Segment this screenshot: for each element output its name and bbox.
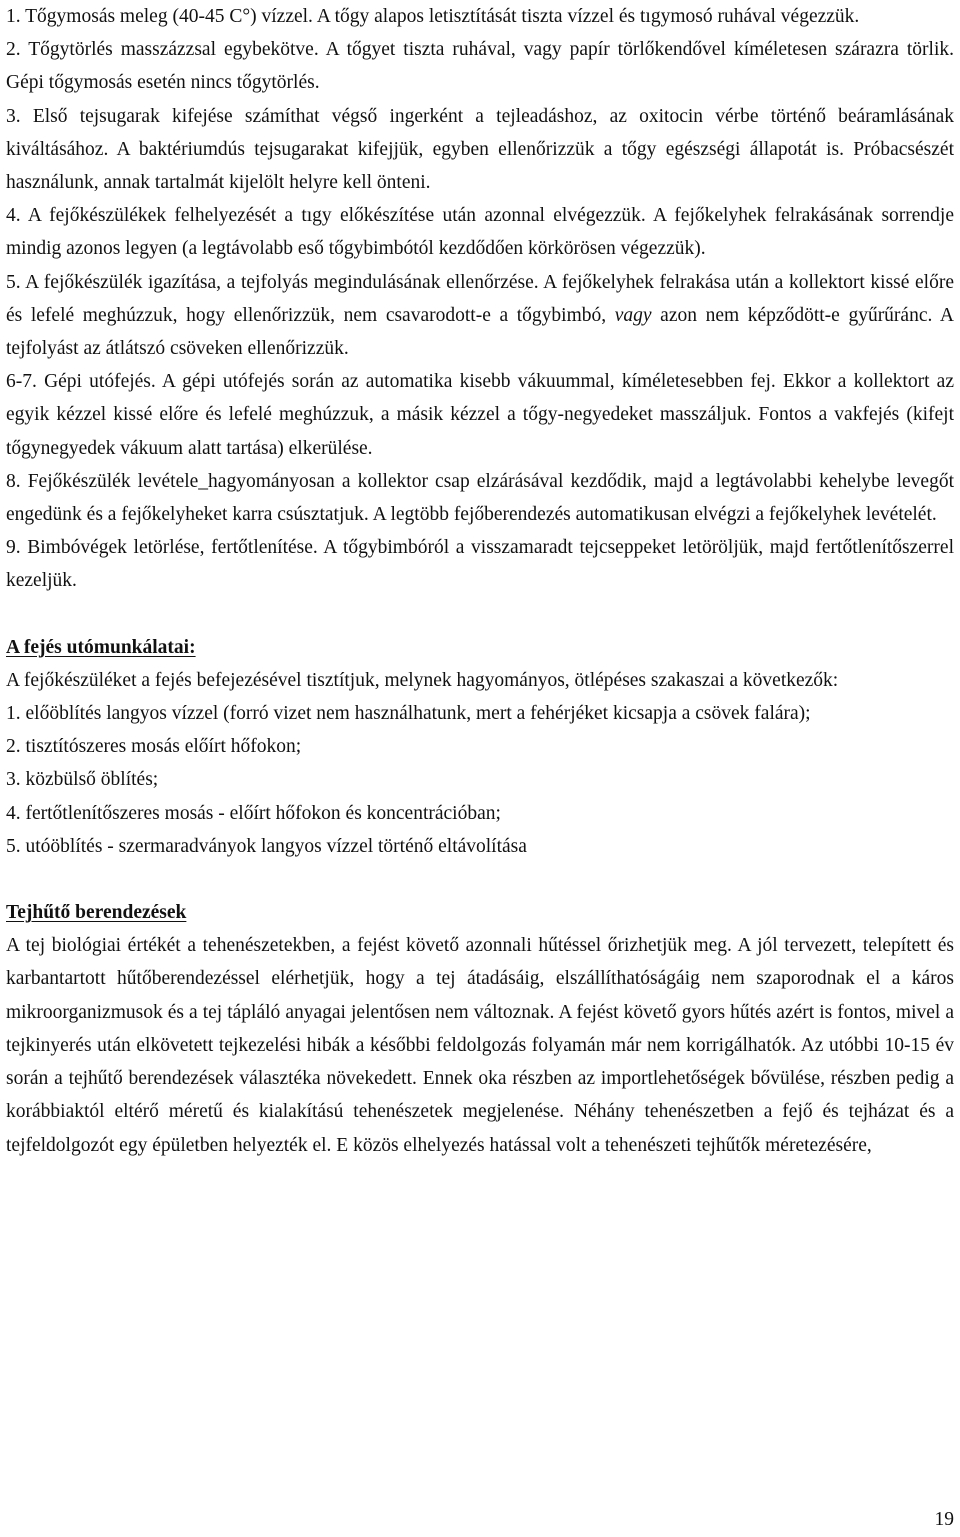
after-milking-heading: A fejés utómunkálatai: xyxy=(6,636,196,658)
step-5-italic: vagy xyxy=(614,304,652,326)
step-4: 4. A fejőkészülékek felhelyezését a tıgy előkészítése után azonnal elvégezzük. A fejőkelyhek felrakásának sorrendje mindig azonos legyen (a legtávolabb eső tőgybimbótól kezdődően körkörösen végezzük). xyxy=(6,205,954,260)
cleaning-step-5: 5. utóöblítés - szermaradványok langyos vízzel történő eltávolítása xyxy=(6,835,527,857)
spacer xyxy=(6,598,954,631)
step-9: 9. Bimbóvégek letörlése, fertőtlenítése. A tőgybimbóról a visszamaradt tejcseppeket letöröljük, majd fertőtlenítőszerrel kezeljük. xyxy=(6,537,954,592)
after-milking-intro: A fejőkészüléket a fejés befejezésével tisztítjuk, melynek hagyományos, ötlépéses szakaszai a következők: xyxy=(6,669,839,691)
cleaning-step-4: 4. fertőtlenítőszeres mosás - előírt hőfokon és koncentrációban; xyxy=(6,802,501,824)
step-1: 1. Tőgymosás meleg (40-45 C°) vízzel. A tőgy alapos letisztítását tiszta vízzel és tıgymosó ruhával végezzük. xyxy=(6,6,860,27)
document-page xyxy=(6,0,954,1162)
cleaning-step-1: 1. előöblítés langyos vízzel (forró vizet nem használhatunk, mert a fehérjéket kicsapja a csövek falára); xyxy=(6,703,811,725)
step-8: 8. Fejőkészülék levétele_hagyományosan a kollektor csap elzárásával kezdődik, majd a legtávolabbi kehelybe levegőt engedünk és a fejőkelyheket karra csúsztatjuk. A legtöbb fejőberendezés automatikusan elvégzi a fejőkelyhek levételét. xyxy=(6,470,954,526)
page-number: 19 xyxy=(934,1509,954,1530)
cleaning-step-2: 2. tisztítószeres mosás előírt hőfokon; xyxy=(6,736,302,758)
step-3: 3. Első tejsugarak kifejése számíthat végső ingerként a tejleadáshoz, az oxitocin vérbe történő beáramlásának kiváltásához. A baktériumdús tejsugarakat kifejjük, egyben ellenőrizzük a tőgy egészségi állapotát is. Próbacsészét használunk, annak tartalmát kijelölt helyre kell önteni. xyxy=(6,105,954,194)
cooling-heading: Tejhűtő berendezések xyxy=(6,902,187,924)
cooling-body: A tej biológiai értékét a tehenészetekben, a fejést követő azonnali hűtéssel őrizhetjük meg. A jól tervezett, telepített és karbantartott hűtőberendezéssel elérhetjük, hogy a tej átadásáig, elszállíthatóságáig nem szaporodnak el a káros mikroorganizmusok és a tej tápláló anyagai jelentősen nem változnak. A fejést követő gyors hűtés azért is fontos, mivel a tejkinyerés után elkövetett tejkezelési hibák a későbbi feldolgozás folyamán már nem korrigálhatók. Az utóbbi 10-15 év során a tejhűtő berendezések választéka növekedett. Ennek oka részben az importlehetőségek bővülése, részben pedig a korábbiaktól eltérő méretű és kialakítású tehenészetek megjelenése. Néhány tehenészetben a fejő és tejházat és a tejfeldolgozót egy épületben helyezték el. E közös elhelyezés hatással volt a tehenészeti tejhűtők méretezésére, xyxy=(6,935,954,1156)
cleaning-step-3: 3. közbülső öblítés; xyxy=(6,769,159,791)
step-6-7: 6-7. Gépi utófejés. A gépi utófejés során az automatika kisebb vákuummal, kíméletesebben fej. Ekkor a kollektort az egyik kézzel kissé előre és lefelé meghúzzuk, a másik kézzel a tőgy-negyedeket masszáljuk. Fontos a vakfejés (kifejt tőgynegyedek vákuum alatt tartása) elkerülése. xyxy=(6,371,954,459)
step-5-text-b: azon nem képződött-e gyűrűránc. A tejfolyást az átlátszó csöveken ellenőrizzük. xyxy=(6,304,954,360)
step-5 xyxy=(6,266,954,366)
spacer xyxy=(6,863,954,896)
step-5-text-a: 5. A fejőkészülék igazítása, a tejfolyás megindulásának ellenőrzése. A fejőkelyhek felrakása után a kollektort kissé előre és lefelé meghúzzuk, hogy ellenőrizzük, nem csavarodott-e a tőgybimbó, xyxy=(6,271,954,326)
step-2: 2. Tőgytörlés masszázzsal egybekötve. A tőgyet tiszta ruhával, vagy papír törlőkendővel kíméletesen szárazra törlik. Gépi tőgymosás esetén nincs tőgytörlés. xyxy=(6,39,954,94)
